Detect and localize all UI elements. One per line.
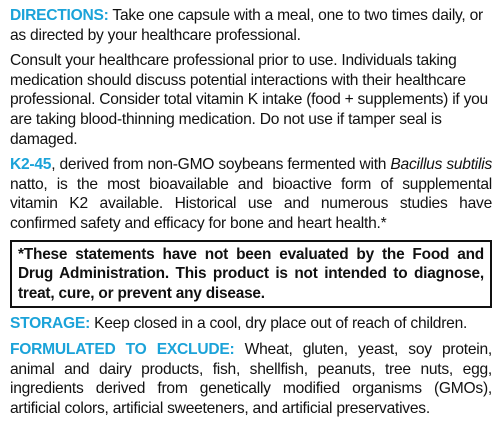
storage-heading: STORAGE: [10, 315, 91, 333]
k2-45-text-before: , derived from non-GMO soybeans fermented with [51, 156, 391, 174]
exclude-heading: FORMULATED TO EXCLUDE: [10, 340, 235, 358]
directions-text: Take one capsule with a meal, one to two times daily, or as directed by your healthcare professional. [10, 7, 483, 44]
caution-paragraph: Consult your healthcare professional prior to use. Individuals taking medication should discuss potential interactions with their healthcare professional. Consider total vitamin K intake (food + supplements) if you are taking blood-thinning medication. Do not use if tamper seal is damaged. [10, 52, 488, 148]
fda-disclaimer-box: *These statements have not been evaluated by the Food and Drug Administration. This product is not intended to diagnose, treat, cure, or prevent any disease. [10, 240, 492, 309]
k2-45-italic-organism: Bacillus subtilis [390, 156, 492, 174]
exclude-text: Wheat, gluten, yeast, soy protein, animal and dairy products, fish, shellfish, peanuts, tree nuts, egg, ingredients derived from genetically modified organisms (GMOs), artificial colors, artificial sweeteners, and artificial preservatives. [10, 340, 493, 417]
k2-45-paragraph [10, 155, 492, 233]
exclude-paragraph [10, 340, 492, 418]
directions-paragraph [10, 6, 492, 45]
storage-paragraph [10, 314, 492, 334]
k2-45-heading: K2-45 [10, 156, 52, 174]
k2-45-text-after: natto, is the most bioavailable and bioactive form of supplemental vitamin K2 available. Historical use and numerous studies have confirmed safety and efficacy for bone and heart health.* [10, 175, 492, 232]
directions-heading: DIRECTIONS: [10, 7, 109, 24]
storage-text: Keep closed in a cool, dry place out of reach of children. [90, 315, 468, 333]
